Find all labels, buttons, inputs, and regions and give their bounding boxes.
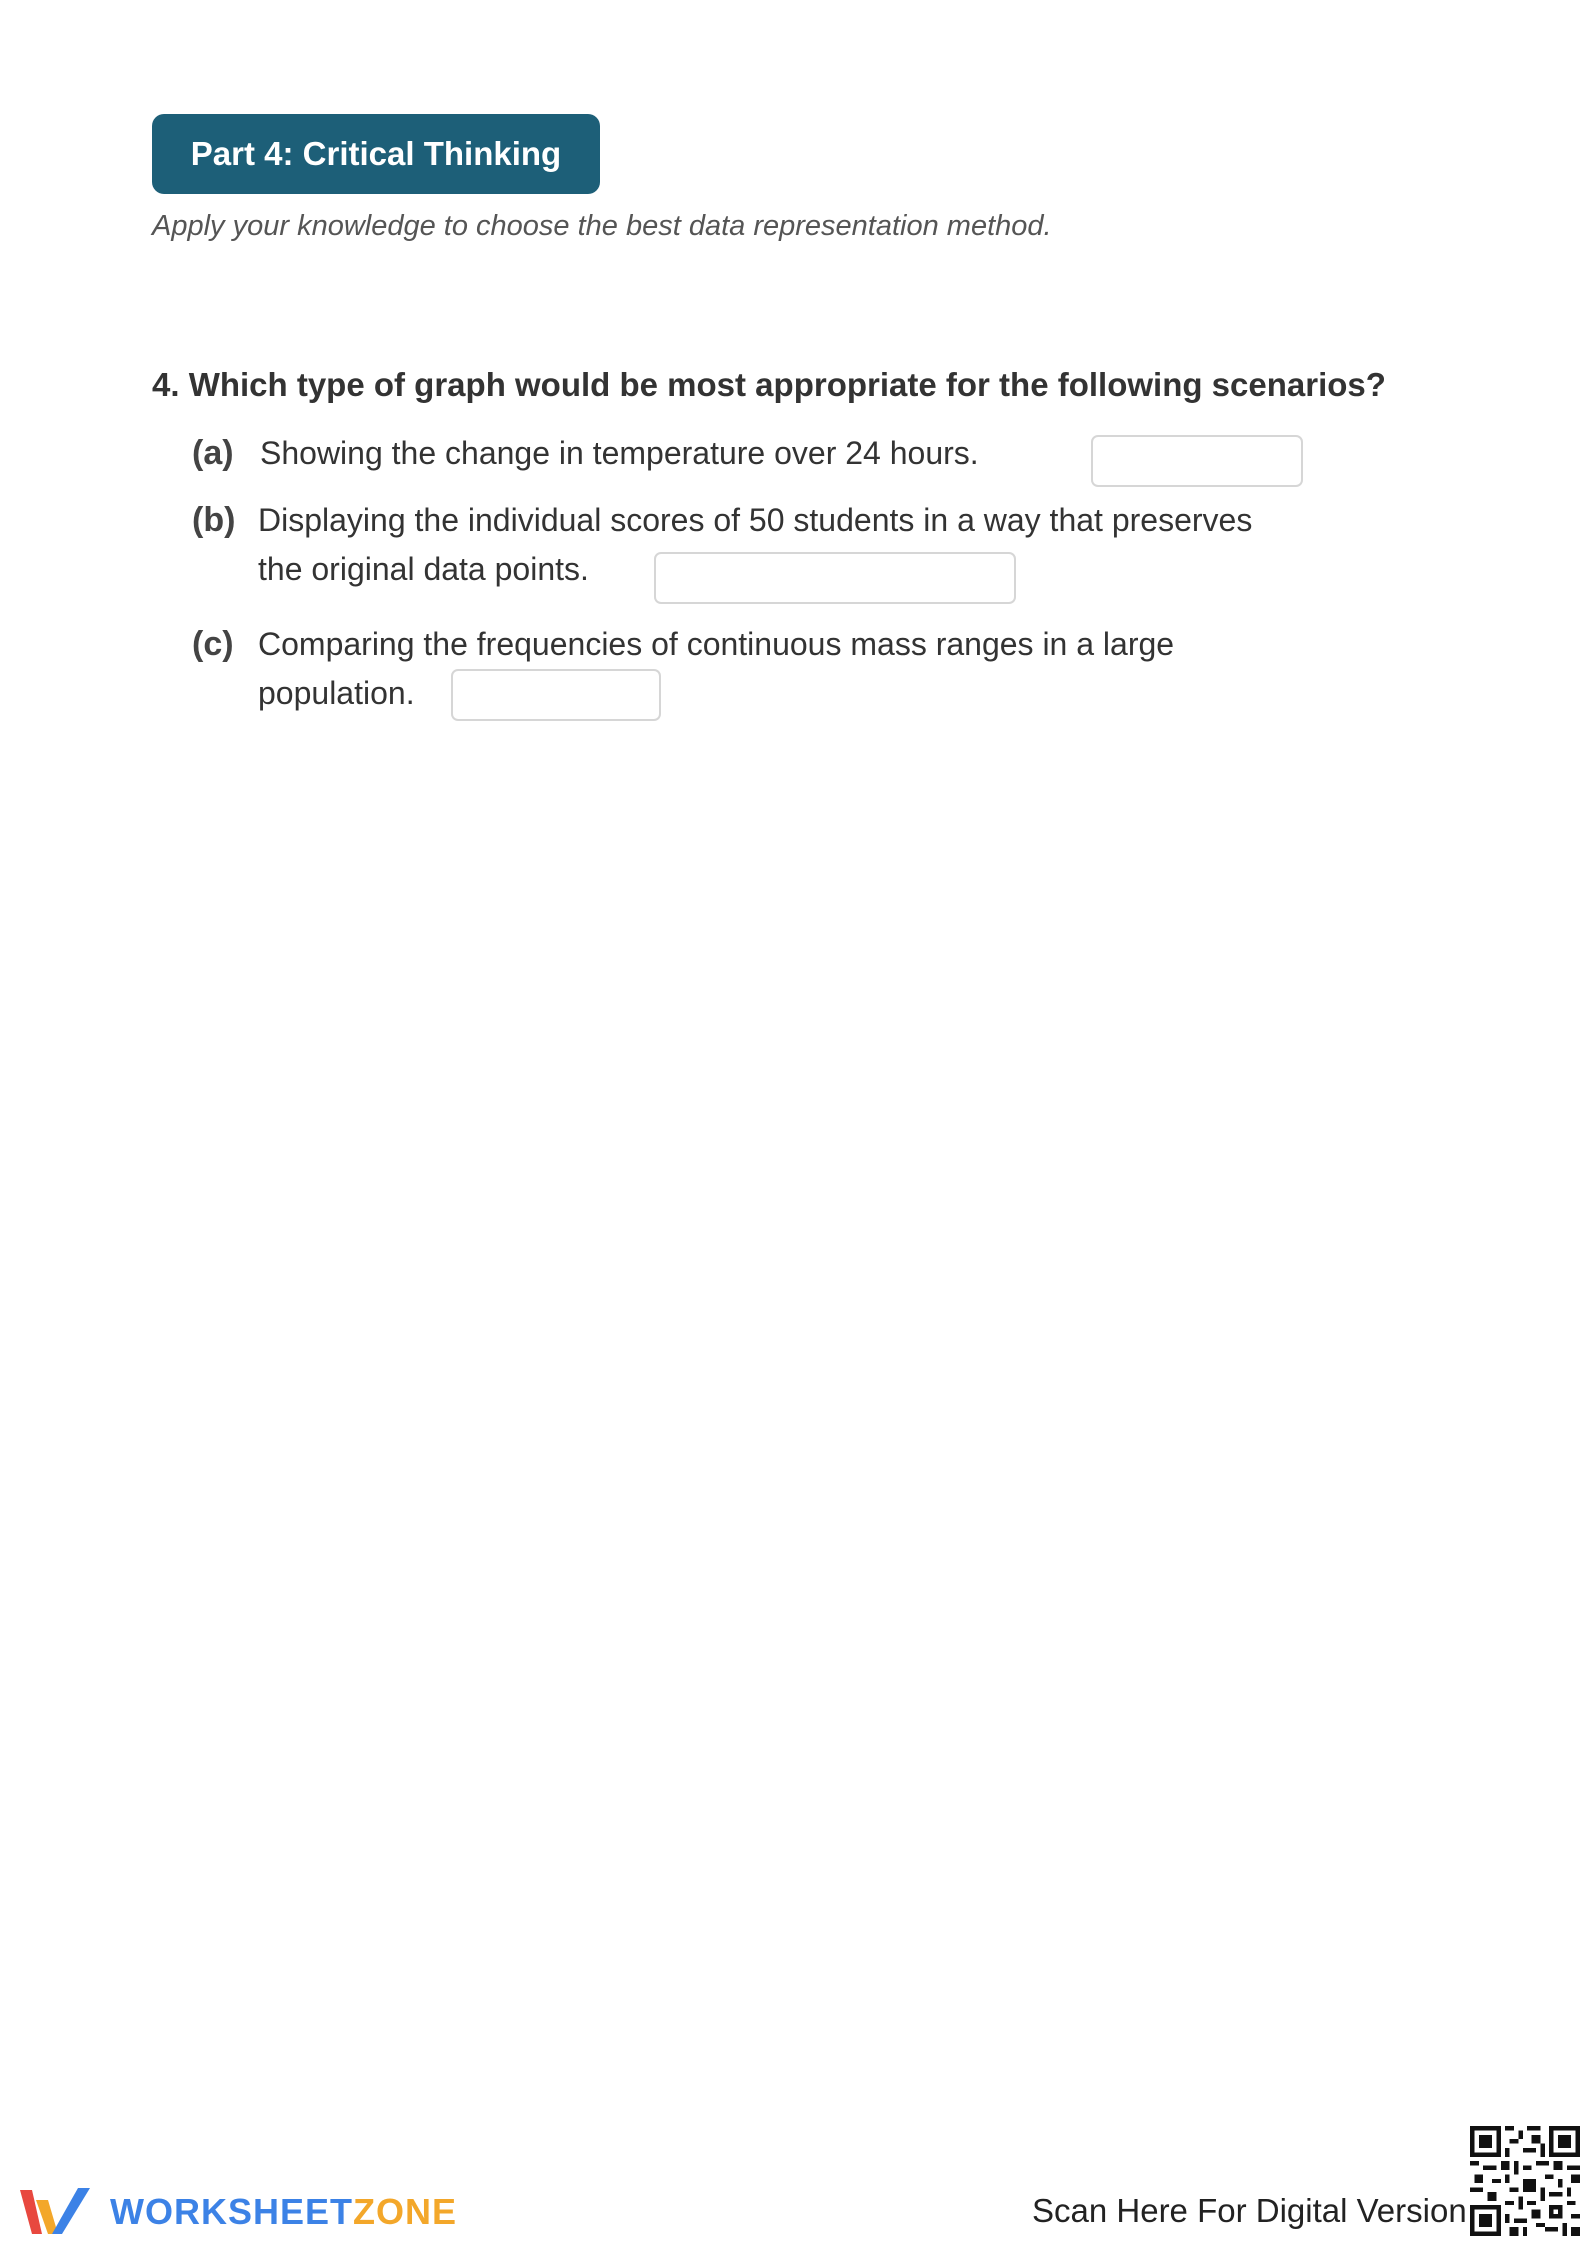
logo-wordmark-part2: ZONE: [353, 2191, 458, 2232]
section-subtitle: Apply your knowledge to choose the best data representation method.: [152, 210, 1052, 242]
answer-box-a[interactable]: [1091, 435, 1303, 487]
sub-question-text: Showing the change in temperature over 24 hours.: [260, 435, 979, 471]
qr-code-icon[interactable]: [1470, 2126, 1580, 2236]
scan-caption: Scan Here For Digital Version: [1032, 2192, 1467, 2229]
part-heading-badge: [152, 114, 600, 194]
logo-wordmark-part1: WORKSHEET: [110, 2191, 353, 2232]
logo-mark-icon: [18, 2184, 98, 2240]
sub-question-text-continued: population.: [258, 675, 415, 711]
answer-box-c[interactable]: [451, 669, 661, 721]
logo-wordmark: [110, 2191, 457, 2233]
part-heading-label: Part 4: Critical Thinking: [190, 135, 562, 172]
sub-question-text: Comparing the frequencies of continuous mass ranges in a large: [258, 626, 1175, 662]
answer-box-b[interactable]: [654, 552, 1016, 604]
worksheetzone-logo[interactable]: [18, 2184, 457, 2240]
sub-question-c: [192, 620, 1452, 720]
sub-question-letter: (a): [192, 434, 234, 472]
question-prompt: 4. Which type of graph would be most appropriate for the following scenarios?: [152, 366, 1386, 403]
sub-question-text-continued: the original data points.: [258, 551, 589, 587]
sub-question-letter: (b): [192, 501, 236, 539]
sub-question-text: Displaying the individual scores of 50 students in a way that preserves: [258, 502, 1253, 538]
sub-question-letter: (c): [192, 625, 234, 663]
